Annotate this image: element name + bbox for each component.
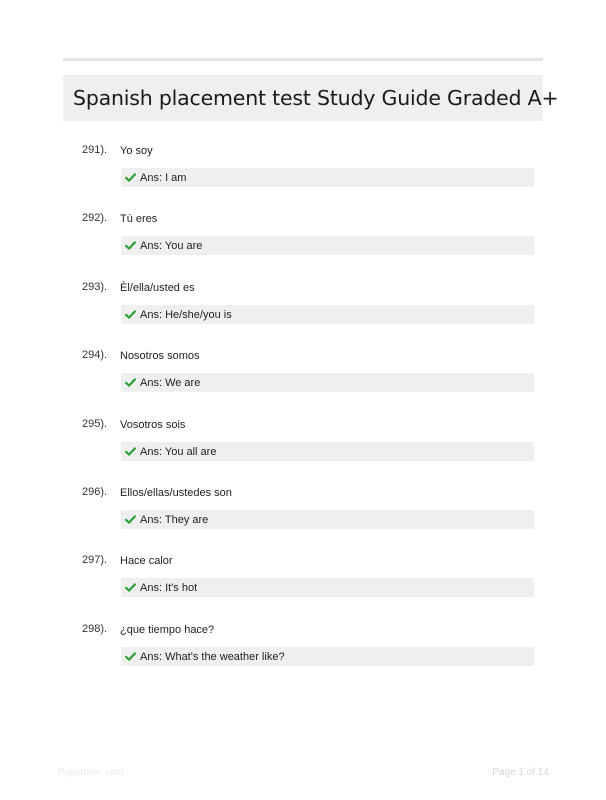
check-icon bbox=[125, 446, 136, 457]
question-text: Èl/ella/usted es bbox=[120, 282, 195, 294]
check-icon bbox=[125, 240, 136, 251]
question-item bbox=[63, 144, 543, 202]
answer-box bbox=[121, 647, 534, 666]
check-icon bbox=[125, 309, 136, 320]
question-text: Hace calor bbox=[120, 555, 173, 567]
check-icon bbox=[125, 514, 136, 525]
question-number: 293). bbox=[82, 281, 108, 293]
question-number: 291). bbox=[82, 144, 108, 156]
answer-box bbox=[121, 373, 534, 392]
question-number: 297). bbox=[82, 554, 108, 566]
question-number: 296). bbox=[82, 486, 108, 498]
answer-text: Ans: It's hot bbox=[140, 581, 198, 594]
question-item bbox=[63, 486, 543, 544]
answer-text: Ans: They are bbox=[140, 513, 209, 526]
question-item bbox=[63, 623, 543, 681]
check-icon bbox=[125, 172, 136, 183]
check-icon bbox=[125, 377, 136, 388]
check-icon bbox=[125, 582, 136, 593]
document-title: Spanish placement test Study Guide Graded A+ bbox=[73, 86, 559, 110]
question-text: Vosotros sois bbox=[120, 419, 186, 431]
answer-box bbox=[121, 236, 534, 255]
question-text: Ellos/ellas/ustedes son bbox=[120, 487, 232, 499]
question-number: 295). bbox=[82, 418, 108, 430]
answer-text: Ans: What's the weather like? bbox=[140, 650, 285, 663]
answer-text: Ans: I am bbox=[140, 171, 187, 184]
answer-box bbox=[121, 168, 534, 187]
answer-text: Ans: You all are bbox=[140, 445, 217, 458]
question-item bbox=[63, 212, 543, 270]
question-text: Tù eres bbox=[120, 213, 158, 225]
question-text: ¿que tiempo hace? bbox=[120, 624, 215, 636]
check-icon bbox=[125, 651, 136, 662]
answer-box bbox=[121, 578, 534, 597]
question-item bbox=[63, 349, 543, 407]
footer-watermark: Paperbidic.com bbox=[58, 767, 124, 778]
answer-box bbox=[121, 510, 534, 529]
answer-box bbox=[121, 442, 534, 461]
question-item bbox=[63, 554, 543, 612]
question-text: Yo soy bbox=[120, 145, 153, 157]
page-number: Page 1 of 14 bbox=[492, 767, 549, 778]
question-number: 294). bbox=[82, 349, 108, 361]
question-item bbox=[63, 418, 543, 476]
answer-box bbox=[121, 305, 534, 324]
answer-text: Ans: You are bbox=[140, 239, 203, 252]
question-text: Nosotros somos bbox=[120, 350, 200, 362]
answer-text: Ans: We are bbox=[140, 376, 201, 389]
question-number: 298). bbox=[82, 623, 108, 635]
title-bar bbox=[63, 75, 559, 121]
question-item bbox=[63, 281, 543, 339]
top-divider bbox=[63, 58, 543, 61]
answer-text: Ans: He/she/you is bbox=[140, 308, 232, 321]
question-number: 292). bbox=[82, 212, 108, 224]
